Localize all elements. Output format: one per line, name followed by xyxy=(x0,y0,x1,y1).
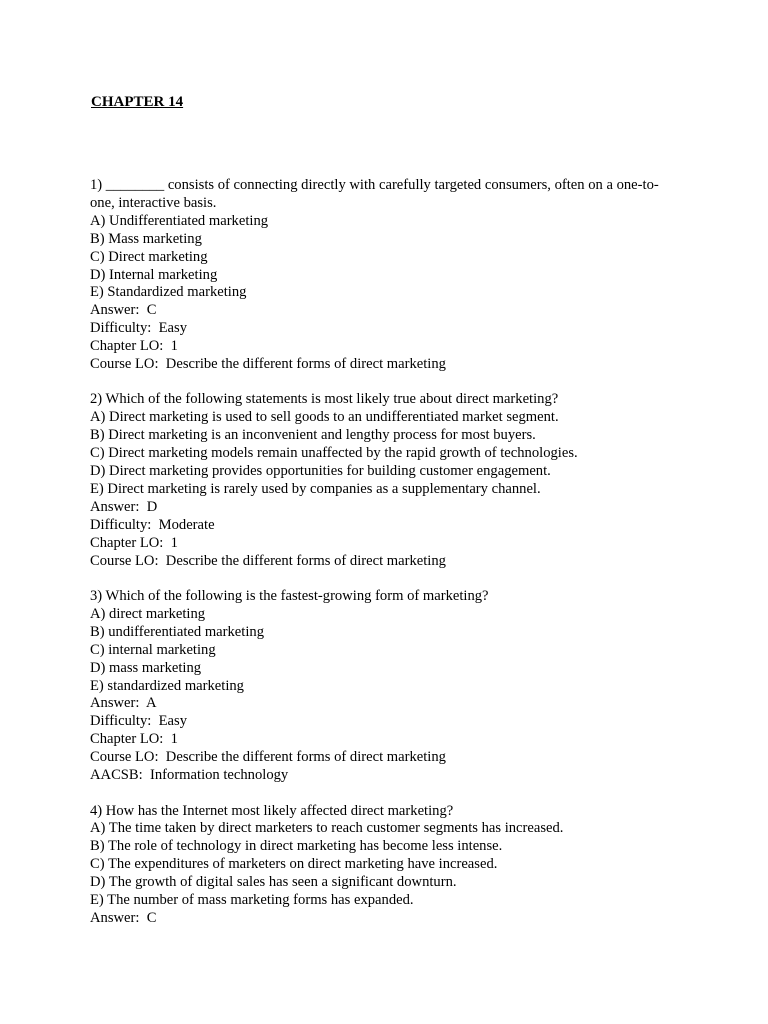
course-lo: Course LO: Describe the different forms of direct marketing xyxy=(90,552,446,569)
answer-option: E) standardized marketing xyxy=(90,677,244,694)
answer-option: A) Undifferentiated marketing xyxy=(90,212,269,229)
answer-option: B) Mass marketing xyxy=(90,230,202,247)
course-lo: Course LO: Describe the different forms of direct marketing xyxy=(90,356,446,373)
answer-option: D) Direct marketing provides opportunities for building customer engagement. xyxy=(90,463,551,480)
answer-option: B) The role of technology in direct marketing has become less intense. xyxy=(90,838,503,855)
aacsb: AACSB: Information technology xyxy=(90,767,289,784)
answer-option: E) The number of mass marketing forms has expanded. xyxy=(90,892,414,909)
answer-option: C) internal marketing xyxy=(90,641,216,658)
answer-option: C) Direct marketing models remain unaffected by the rapid growth of technologies. xyxy=(90,445,578,462)
question-stem-line: 3) Which of the following is the fastest-growing form of marketing? xyxy=(90,588,489,605)
course-lo: Course LO: Describe the different forms of direct marketing xyxy=(90,749,446,766)
answer-option: B) Direct marketing is an inconvenient and lengthy process for most buyers. xyxy=(90,427,536,444)
question-1 xyxy=(90,177,690,374)
question-stem-line: one, interactive basis. xyxy=(90,194,217,211)
question-stem-line: 2) Which of the following statements is most likely true about direct marketing? xyxy=(90,391,559,408)
chapter-lo: Chapter LO: 1 xyxy=(90,731,178,748)
difficulty: Difficulty: Easy xyxy=(90,713,188,730)
answer-option: A) direct marketing xyxy=(90,605,206,622)
answer-option: D) Internal marketing xyxy=(90,266,218,283)
answer-option: B) undifferentiated marketing xyxy=(90,623,264,640)
answer-key: Answer: C xyxy=(90,909,157,926)
answer-key: Answer: A xyxy=(90,695,157,712)
question-list xyxy=(90,177,690,945)
answer-option: C) The expenditures of marketers on direct marketing have increased. xyxy=(90,856,498,873)
difficulty: Difficulty: Moderate xyxy=(90,516,215,533)
chapter-lo: Chapter LO: 1 xyxy=(90,534,178,551)
answer-option: D) The growth of digital sales has seen a significant downturn. xyxy=(90,874,457,891)
answer-option: D) mass marketing xyxy=(90,659,202,676)
question-stem-line: 1) ________ consists of connecting directly with carefully targeted consumers, often on a one-to- xyxy=(90,177,659,193)
difficulty: Difficulty: Easy xyxy=(90,320,188,337)
question-3 xyxy=(90,588,690,785)
answer-option: E) Direct marketing is rarely used by companies as a supplementary channel. xyxy=(90,481,541,497)
answer-option: A) The time taken by direct marketers to reach customer segments has increased. xyxy=(90,820,564,837)
answer-key: Answer: D xyxy=(90,498,158,515)
answer-key: Answer: C xyxy=(90,302,157,319)
question-2 xyxy=(90,391,690,570)
chapter-lo: Chapter LO: 1 xyxy=(90,338,178,355)
answer-option: A) Direct marketing is used to sell goods to an undifferentiated market segment. xyxy=(90,409,559,426)
chapter-title: CHAPTER 14 xyxy=(91,94,184,110)
answer-option: C) Direct marketing xyxy=(90,248,208,265)
question-4 xyxy=(90,803,690,928)
answer-option: E) Standardized marketing xyxy=(90,284,247,301)
question-stem-line: 4) How has the Internet most likely affected direct marketing? xyxy=(90,802,454,819)
